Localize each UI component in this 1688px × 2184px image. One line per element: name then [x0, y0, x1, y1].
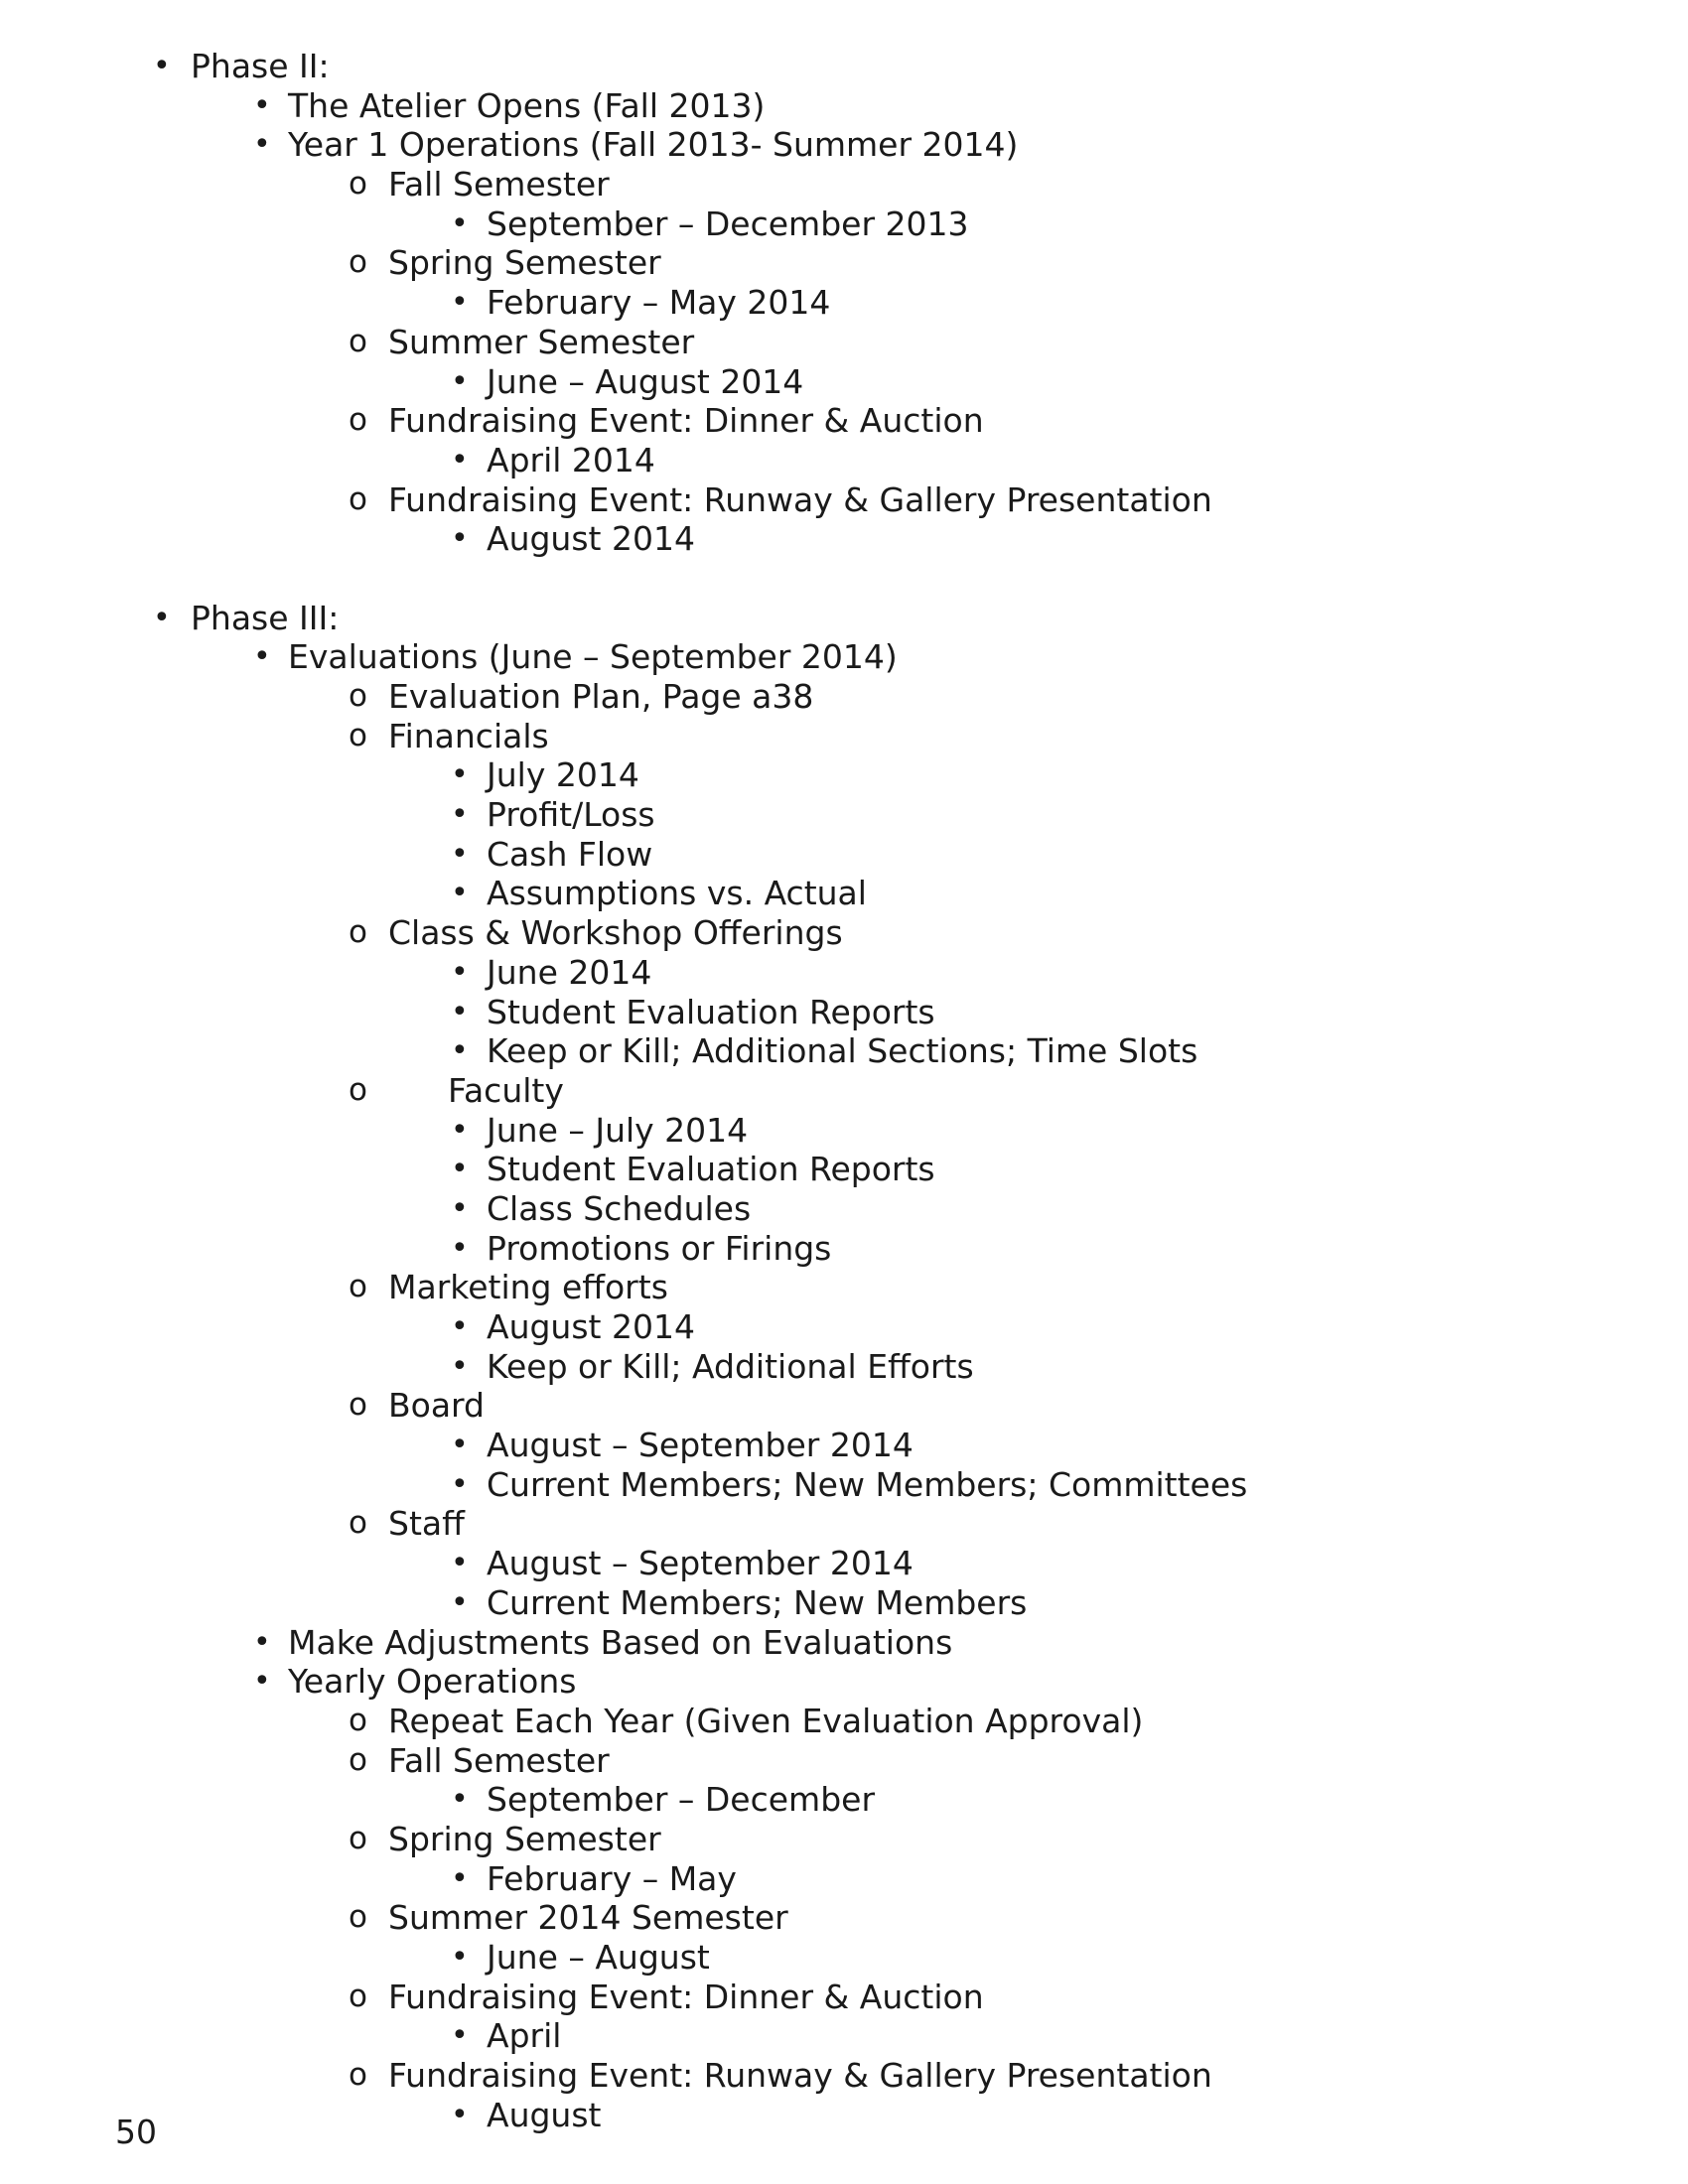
- outline-item-text: Cash Flow: [487, 834, 653, 874]
- outline-item-level-3: [0, 1426, 1688, 1465]
- bullet-icon: •: [451, 521, 469, 557]
- sub-bullet-icon: o: [349, 1741, 367, 1778]
- outline-item-level-3: [0, 1583, 1688, 1623]
- outline-item-text: Student Evaluation Reports: [487, 1150, 935, 1189]
- outline-item-text: Profit/Loss: [487, 795, 655, 835]
- outline-item-text: Year 1 Operations (Fall 2013- Summer 2014): [288, 125, 1019, 165]
- outline-item-level-2: [0, 1978, 1688, 2017]
- outline-item-level-0: [0, 47, 1688, 86]
- outline: [0, 47, 1688, 2134]
- bullet-icon: •: [451, 1230, 469, 1266]
- bullet-icon: •: [451, 1033, 469, 1069]
- outline-item-level-3: [0, 1031, 1688, 1071]
- outline-item-level-3: [0, 993, 1688, 1032]
- outline-item-level-3: [0, 1544, 1688, 1583]
- outline-item-text: Student Evaluation Reports: [487, 992, 935, 1031]
- outline-item-level-3: [0, 1347, 1688, 1387]
- bullet-icon: •: [451, 954, 469, 990]
- outline-item-level-2: [0, 1898, 1688, 1938]
- outline-item-text: Spring Semester: [388, 243, 661, 283]
- bullet-icon: •: [451, 1466, 469, 1502]
- outline-item-level-3: [0, 1859, 1688, 1899]
- bullet-icon: •: [451, 1584, 469, 1620]
- section-gap: [0, 559, 1688, 599]
- bullet-icon: •: [451, 1940, 469, 1975]
- bullet-icon: •: [253, 1624, 271, 1660]
- outline-item-level-2: [0, 1504, 1688, 1544]
- outline-item-text: September – December 2013: [487, 204, 969, 243]
- outline-item-level-3: [0, 953, 1688, 993]
- bullet-icon: •: [451, 2018, 469, 2054]
- outline-item-text: April: [487, 2016, 562, 2056]
- outline-item-text: June – August 2014: [487, 361, 804, 401]
- outline-item-level-3: [0, 1780, 1688, 1820]
- outline-item-level-3: [0, 1465, 1688, 1505]
- sub-bullet-icon: o: [349, 1505, 367, 1542]
- outline-item-level-2: [0, 401, 1688, 441]
- outline-item-text: Staff: [388, 1504, 465, 1544]
- bullet-icon: •: [451, 876, 469, 911]
- outline-item-text: August – September 2014: [487, 1544, 914, 1583]
- bullet-icon: •: [451, 757, 469, 793]
- sub-bullet-icon: o: [349, 1071, 367, 1108]
- outline-item-text: Faculty: [448, 1070, 564, 1110]
- outline-item-text: Promotions or Firings: [487, 1228, 832, 1268]
- outline-item-level-3: [0, 1150, 1688, 1189]
- outline-item-text: April 2014: [487, 440, 655, 479]
- outline-item-level-3: [0, 835, 1688, 875]
- bullet-icon: •: [451, 1348, 469, 1384]
- outline-item-level-1: [0, 86, 1688, 126]
- outline-item-level-3: [0, 1111, 1688, 1151]
- outline-item-text: September – December: [487, 1780, 876, 1820]
- outline-item-text: Marketing efforts: [388, 1268, 668, 1307]
- outline-item-text: Fundraising Event: Dinner & Auction: [388, 401, 984, 441]
- outline-item-text: August 2014: [487, 1307, 695, 1346]
- outline-item-text: June – August: [487, 1938, 710, 1977]
- outline-item-level-3: [0, 755, 1688, 795]
- outline-item-text: Evaluations (June – September 2014): [288, 637, 898, 677]
- outline-item-level-3: [0, 1938, 1688, 1978]
- sub-bullet-icon: o: [349, 717, 367, 753]
- outline-item-level-0: [0, 599, 1688, 638]
- sub-bullet-icon: o: [349, 1978, 367, 2014]
- sub-bullet-icon: o: [349, 1702, 367, 1738]
- outline-item-level-2: [0, 243, 1688, 283]
- sub-bullet-icon: o: [349, 244, 367, 281]
- outline-item-level-1: [0, 637, 1688, 677]
- bullet-icon: •: [451, 1428, 469, 1463]
- bullet-icon: •: [451, 2097, 469, 2132]
- outline-item-text: Fall Semester: [388, 1740, 610, 1780]
- outline-item-text: Repeat Each Year (Given Evaluation Approval): [388, 1701, 1144, 1740]
- outline-item-level-3: [0, 519, 1688, 559]
- outline-item-text: Fundraising Event: Runway & Gallery Presentation: [388, 2056, 1212, 2096]
- outline-item-level-2: [0, 480, 1688, 520]
- bullet-icon: •: [451, 205, 469, 241]
- bullet-icon: •: [451, 1309, 469, 1344]
- outline-item-text: Fundraising Event: Runway & Gallery Presentation: [388, 479, 1212, 519]
- outline-item-level-2: [0, 2056, 1688, 2096]
- outline-item-text: Current Members; New Members: [487, 1582, 1028, 1622]
- bullet-icon: •: [451, 363, 469, 399]
- outline-item-text: June – July 2014: [487, 1110, 749, 1150]
- outline-item-text: August 2014: [487, 519, 695, 559]
- bullet-icon: •: [451, 994, 469, 1029]
- outline-item-level-2: [0, 1820, 1688, 1859]
- outline-item-text: Class & Workshop Offerings: [388, 913, 843, 953]
- outline-item-text: July 2014: [487, 755, 639, 795]
- outline-item-level-1: [0, 125, 1688, 165]
- bullet-icon: •: [451, 285, 469, 321]
- page-number: 50: [115, 2113, 157, 2151]
- outline-item-level-3: [0, 441, 1688, 480]
- bullet-icon: •: [451, 1152, 469, 1187]
- outline-item-level-1: [0, 1623, 1688, 1663]
- sub-bullet-icon: o: [349, 1269, 367, 1305]
- outline-item-text: Assumptions vs. Actual: [487, 874, 867, 913]
- outline-item-text: Financials: [388, 716, 549, 755]
- bullet-icon: •: [153, 49, 171, 83]
- outline-item-text: Phase III:: [191, 598, 340, 637]
- bullet-icon: •: [451, 1546, 469, 1581]
- bullet-icon: •: [451, 1782, 469, 1818]
- outline-item-level-3: [0, 1229, 1688, 1269]
- outline-item-text: February – May 2014: [487, 283, 831, 323]
- bullet-icon: •: [451, 797, 469, 833]
- sub-bullet-icon: o: [349, 2057, 367, 2094]
- outline-item-text: Summer 2014 Semester: [388, 1898, 788, 1938]
- sub-bullet-icon: o: [349, 914, 367, 951]
- outline-item-text: Keep or Kill; Additional Sections; Time Slots: [487, 1031, 1198, 1071]
- sub-bullet-icon: o: [349, 1820, 367, 1856]
- outline-item-text: Class Schedules: [487, 1188, 752, 1228]
- outline-item-level-3: [0, 1307, 1688, 1347]
- outline-item-level-2: [0, 1702, 1688, 1741]
- outline-item-text: Fall Semester: [388, 165, 610, 205]
- outline-item-text: Yearly Operations: [288, 1662, 577, 1702]
- outline-item-level-3: [0, 362, 1688, 402]
- outline-item-level-3: [0, 795, 1688, 835]
- outline-item-text: Evaluation Plan, Page a38: [388, 677, 814, 716]
- outline-item-text: August: [487, 2095, 602, 2134]
- outline-item-text: Spring Semester: [388, 1819, 661, 1858]
- outline-item-level-2: [0, 677, 1688, 717]
- bullet-icon: •: [253, 1664, 271, 1700]
- bullet-icon: •: [451, 1190, 469, 1226]
- outline-item-level-2: [0, 1071, 1688, 1111]
- outline-item-level-2: [0, 1741, 1688, 1781]
- outline-item-level-2: [0, 913, 1688, 953]
- bullet-icon: •: [253, 87, 271, 123]
- bullet-icon: •: [153, 600, 171, 635]
- outline-item-text: August – September 2014: [487, 1426, 914, 1465]
- outline-item-text: Keep or Kill; Additional Efforts: [487, 1346, 974, 1386]
- outline-item-text: June 2014: [487, 952, 652, 992]
- sub-bullet-icon: o: [349, 402, 367, 439]
- outline-item-level-1: [0, 1662, 1688, 1702]
- outline-item-level-3: [0, 2096, 1688, 2135]
- bullet-icon: •: [253, 639, 271, 675]
- outline-item-level-2: [0, 165, 1688, 205]
- outline-item-level-3: [0, 874, 1688, 913]
- outline-item-level-2: [0, 1386, 1688, 1426]
- sub-bullet-icon: o: [349, 1387, 367, 1424]
- bullet-icon: •: [451, 1860, 469, 1896]
- outline-item-text: February – May: [487, 1858, 737, 1898]
- outline-item-level-2: [0, 717, 1688, 756]
- outline-item-text: Board: [388, 1386, 485, 1426]
- outline-item-text: Make Adjustments Based on Evaluations: [288, 1622, 953, 1662]
- sub-bullet-icon: o: [349, 1899, 367, 1936]
- bullet-icon: •: [253, 127, 271, 163]
- outline-item-text: Current Members; New Members; Committees: [487, 1464, 1248, 1504]
- bullet-icon: •: [451, 1112, 469, 1148]
- outline-item-text: Fundraising Event: Dinner & Auction: [388, 1977, 984, 2016]
- outline-item-level-3: [0, 2016, 1688, 2056]
- outline-item-level-3: [0, 1189, 1688, 1229]
- outline-item-text: Phase II:: [191, 47, 330, 85]
- sub-bullet-icon: o: [349, 323, 367, 359]
- bullet-icon: •: [451, 442, 469, 478]
- outline-item-level-3: [0, 283, 1688, 323]
- outline-item-level-2: [0, 1268, 1688, 1307]
- outline-item-text: Summer Semester: [388, 322, 695, 361]
- sub-bullet-icon: o: [349, 480, 367, 517]
- outline-item-level-2: [0, 323, 1688, 362]
- sub-bullet-icon: o: [349, 166, 367, 203]
- bullet-icon: •: [451, 836, 469, 872]
- outline-item-text: The Atelier Opens (Fall 2013): [288, 85, 766, 125]
- sub-bullet-icon: o: [349, 678, 367, 714]
- outline-item-level-3: [0, 205, 1688, 244]
